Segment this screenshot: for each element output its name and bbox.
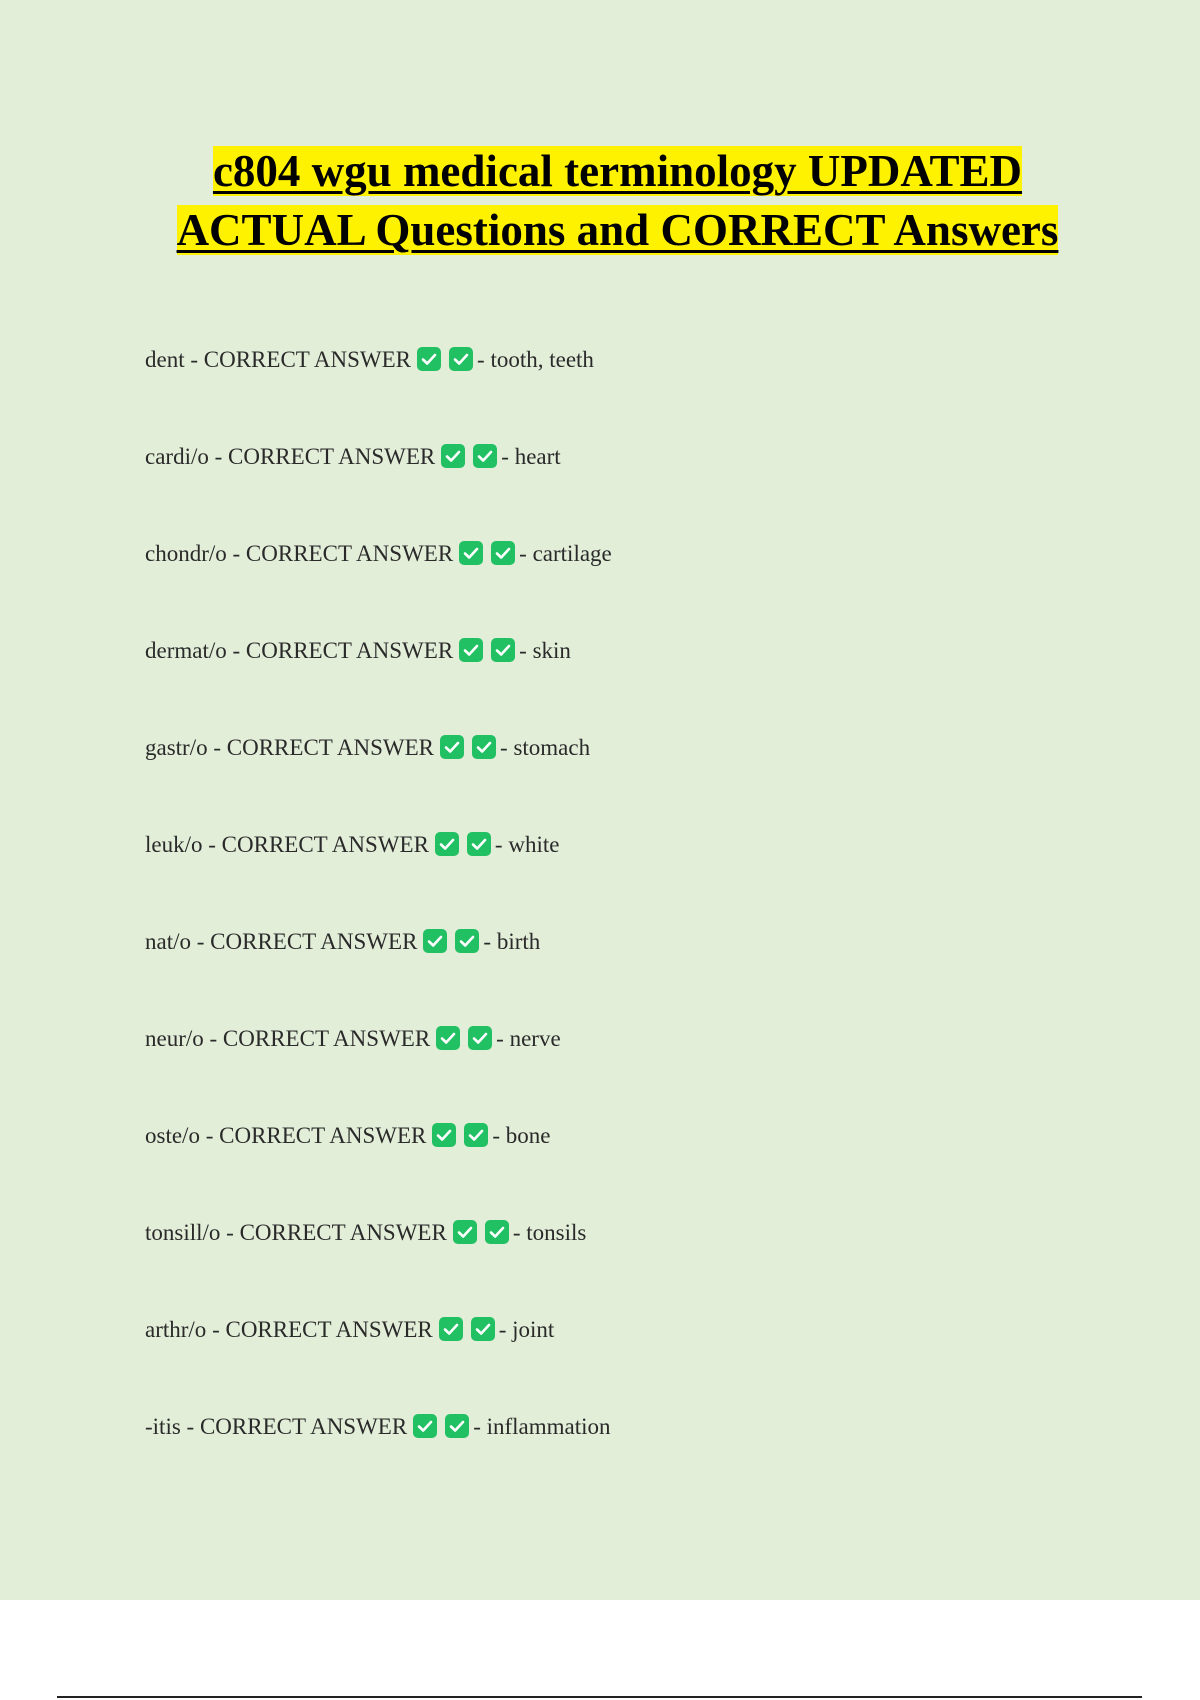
qa-term: cardi/o bbox=[145, 444, 209, 469]
check-mark-icon bbox=[467, 832, 491, 856]
qa-answer: nerve bbox=[509, 1026, 561, 1051]
qa-list bbox=[145, 343, 612, 1507]
check-mark-icon bbox=[472, 735, 496, 759]
qa-item: arthr/o - CORRECT ANSWER - joint bbox=[145, 1317, 555, 1342]
qa-term: tonsill/o bbox=[145, 1220, 221, 1245]
qa-term: gastr/o bbox=[145, 735, 208, 760]
check-mark-icon bbox=[459, 638, 483, 662]
qa-item: leuk/o - CORRECT ANSWER - white bbox=[145, 832, 560, 857]
check-mark-icon bbox=[485, 1220, 509, 1244]
qa-term: -itis bbox=[145, 1414, 181, 1439]
check-mark-icon bbox=[423, 929, 447, 953]
check-mark-icon bbox=[439, 1317, 463, 1341]
answer-marker: - CORRECT ANSWER bbox=[186, 1414, 408, 1439]
qa-answer: white bbox=[508, 832, 560, 857]
qa-item: dermat/o - CORRECT ANSWER - skin bbox=[145, 638, 571, 663]
qa-term: dent bbox=[145, 347, 185, 372]
qa-answer: joint bbox=[512, 1317, 555, 1342]
qa-answer: skin bbox=[532, 638, 571, 663]
qa-answer: inflammation bbox=[486, 1414, 611, 1439]
qa-answer: cartilage bbox=[532, 541, 612, 566]
check-mark-icon bbox=[453, 1220, 477, 1244]
check-mark-icon bbox=[432, 1123, 456, 1147]
check-mark-icon bbox=[436, 1026, 460, 1050]
answer-marker: - CORRECT ANSWER bbox=[209, 1026, 431, 1051]
answer-marker: - CORRECT ANSWER bbox=[196, 929, 418, 954]
check-mark-icon bbox=[449, 347, 473, 371]
check-mark-icon bbox=[435, 832, 459, 856]
document-title-text: c804 wgu medical terminology UPDATED ACTUAL Questions and CORRECT Answers bbox=[176, 146, 1059, 255]
answer-marker: - CORRECT ANSWER bbox=[205, 1123, 427, 1148]
qa-answer: bone bbox=[505, 1123, 551, 1148]
qa-item: tonsill/o - CORRECT ANSWER - tonsils bbox=[145, 1220, 587, 1245]
answer-marker: - CORRECT ANSWER bbox=[190, 347, 412, 372]
qa-term: leuk/o bbox=[145, 832, 203, 857]
qa-term: oste/o bbox=[145, 1123, 200, 1148]
qa-answer: stomach bbox=[513, 735, 591, 760]
qa-answer: birth bbox=[496, 929, 541, 954]
qa-answer: heart bbox=[514, 444, 561, 469]
answer-marker: - CORRECT ANSWER bbox=[212, 1317, 433, 1342]
check-mark-icon bbox=[491, 541, 515, 565]
answer-marker: - CORRECT ANSWER bbox=[232, 541, 454, 566]
check-mark-icon bbox=[491, 638, 515, 662]
check-mark-icon bbox=[471, 1317, 495, 1341]
check-mark-icon bbox=[441, 444, 465, 468]
check-mark-icon bbox=[468, 1026, 492, 1050]
footer-divider bbox=[57, 1696, 1142, 1698]
qa-term: chondr/o bbox=[145, 541, 227, 566]
check-mark-icon bbox=[455, 929, 479, 953]
qa-item: nat/o - CORRECT ANSWER - birth bbox=[145, 929, 541, 954]
check-mark-icon bbox=[413, 1414, 437, 1438]
qa-term: neur/o bbox=[145, 1026, 204, 1051]
qa-term: arthr/o bbox=[145, 1317, 207, 1342]
answer-marker: - CORRECT ANSWER bbox=[232, 638, 454, 663]
check-mark-icon bbox=[445, 1414, 469, 1438]
check-mark-icon bbox=[417, 347, 441, 371]
qa-item: chondr/o - CORRECT ANSWER - cartilage bbox=[145, 541, 612, 566]
qa-term: nat/o bbox=[145, 929, 191, 954]
qa-answer: tonsils bbox=[526, 1220, 587, 1245]
qa-item: dent - CORRECT ANSWER - tooth, teeth bbox=[145, 347, 594, 372]
qa-item: oste/o - CORRECT ANSWER - bone bbox=[145, 1123, 551, 1148]
answer-marker: - CORRECT ANSWER bbox=[226, 1220, 447, 1245]
document-title bbox=[140, 142, 1095, 260]
answer-marker: - CORRECT ANSWER bbox=[213, 735, 435, 760]
answer-marker: - CORRECT ANSWER bbox=[214, 444, 436, 469]
check-mark-icon bbox=[440, 735, 464, 759]
check-mark-icon bbox=[473, 444, 497, 468]
qa-term: dermat/o bbox=[145, 638, 227, 663]
answer-marker: - CORRECT ANSWER bbox=[208, 832, 429, 857]
qa-item: cardi/o - CORRECT ANSWER - heart bbox=[145, 444, 561, 469]
check-mark-icon bbox=[459, 541, 483, 565]
qa-item: -itis - CORRECT ANSWER - inflammation bbox=[145, 1414, 611, 1439]
qa-item: gastr/o - CORRECT ANSWER - stomach bbox=[145, 735, 591, 760]
qa-item: neur/o - CORRECT ANSWER - nerve bbox=[145, 1026, 561, 1051]
check-mark-icon bbox=[464, 1123, 488, 1147]
qa-answer: tooth, teeth bbox=[490, 347, 594, 372]
